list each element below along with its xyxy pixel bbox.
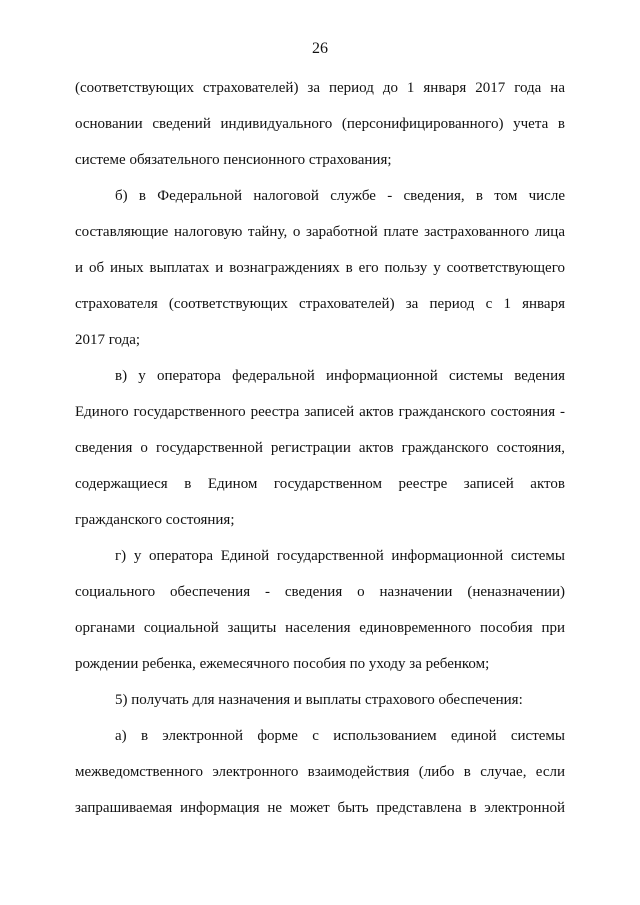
- text-line: гражданского состояния;: [75, 512, 235, 528]
- text-line: (соответствующих страхователей) за период до 1 января 2017 года на: [75, 80, 565, 96]
- text-line: содержащиеся в Едином государственном реестре записей актов: [75, 476, 565, 492]
- text-line: г) у оператора Единой государственной информационной системы: [115, 548, 565, 564]
- text-line: 5) получать для назначения и выплаты страхового обеспечения:: [115, 692, 523, 708]
- text-line: и об иных выплатах и вознаграждениях в его пользу у соответствующего: [75, 260, 565, 276]
- text-line: сведения о государственной регистрации актов гражданского состояния,: [75, 440, 565, 456]
- text-line: б) в Федеральной налоговой службе - сведения, в том числе: [115, 188, 565, 204]
- text-line: 2017 года;: [75, 332, 141, 348]
- page-number: 26: [312, 40, 328, 57]
- text-line: органами социальной защиты населения единовременного пособия при: [75, 620, 565, 636]
- text-line: Единого государственного реестра записей актов гражданского состояния -: [75, 404, 565, 420]
- text-line: запрашиваемая информация не может быть представлена в электронной: [75, 800, 565, 816]
- text-line: составляющие налоговую тайну, о заработной плате застрахованного лица: [75, 224, 565, 240]
- text-line: в) у оператора федеральной информационной системы ведения: [115, 368, 565, 384]
- text-line: основании сведений индивидуального (персонифицированного) учета в: [75, 116, 565, 132]
- text-line: рождении ребенка, ежемесячного пособия по уходу за ребенком;: [75, 656, 490, 672]
- text-line: межведомственного электронного взаимодействия (либо в случае, если: [75, 764, 565, 780]
- text-line: страхователя (соответствующих страхователей) за период с 1 января: [75, 296, 565, 312]
- text-line: а) в электронной форме с использованием единой системы: [115, 728, 565, 744]
- text-line: системе обязательного пенсионного страхования;: [75, 152, 392, 168]
- text-line: социального обеспечения - сведения о назначении (неназначении): [75, 584, 565, 600]
